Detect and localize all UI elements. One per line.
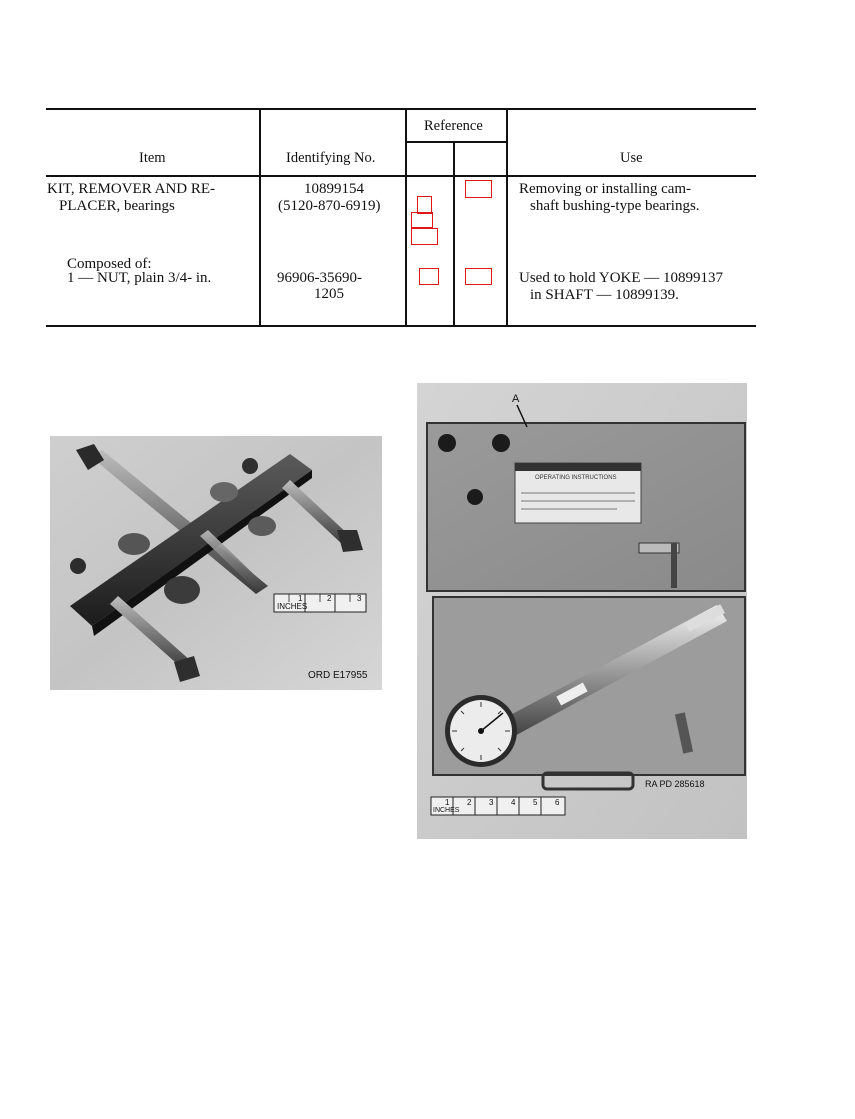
row2-use-line2: in SHAFT — 10899139. xyxy=(530,287,679,303)
header-reference: Reference xyxy=(424,118,483,134)
header-bottom-rule xyxy=(46,175,756,177)
right-scale-number-4: 4 xyxy=(511,798,516,807)
col-divider-id xyxy=(405,108,407,327)
reference-box-3[interactable] xyxy=(411,212,433,228)
row1-use-line1: Removing or installing cam- xyxy=(519,181,692,197)
header-identifying-no: Identifying No. xyxy=(286,150,376,166)
row2-id-line2: 1205 xyxy=(314,286,344,302)
header-use: Use xyxy=(620,150,643,166)
remover-replacer-kit-photo xyxy=(50,436,382,690)
reference-box-4[interactable] xyxy=(411,228,438,245)
kit-illustration xyxy=(50,436,382,690)
col-divider-ref xyxy=(453,141,455,327)
row2-item-line2: 1 — NUT, plain 3/4- in. xyxy=(67,270,212,286)
row1-id-line1: 10899154 xyxy=(304,181,364,197)
col-divider-use xyxy=(506,108,508,327)
gauge-kit-case-photo xyxy=(417,383,747,839)
row1-item-line2: PLACER, bearings xyxy=(59,198,175,214)
left-scale-label: INCHES xyxy=(277,602,308,611)
table-bottom-rule xyxy=(46,325,756,327)
right-scale-number-5: 5 xyxy=(533,798,538,807)
right-scale-number-6: 6 xyxy=(555,798,560,807)
row1-use-line2: shaft bushing-type bearings. xyxy=(530,198,700,214)
case-illustration xyxy=(417,383,747,839)
row2-id-line1: 96906-35690- xyxy=(277,270,362,286)
left-scale-number-3: 3 xyxy=(357,594,362,603)
row2-use-line1: Used to hold YOKE — 10899137 xyxy=(519,270,724,286)
right-scale-number-3: 3 xyxy=(489,798,494,807)
col-divider-item xyxy=(259,108,261,327)
left-scale-number-1: 1 xyxy=(298,594,303,603)
reference-box-5[interactable] xyxy=(419,268,439,285)
table-top-rule xyxy=(46,108,756,110)
callout-a: A xyxy=(512,393,520,405)
reference-header-rule xyxy=(406,141,507,143)
instruction-card-title: OPERATING INSTRUCTIONS xyxy=(535,475,617,481)
row2-item-line1: Composed of: xyxy=(67,256,152,272)
right-scale-label: INCHES xyxy=(433,807,460,814)
row1-id-line2: (5120-870-6919) xyxy=(278,198,381,214)
row1-item-line1: KIT, REMOVER AND RE- xyxy=(47,181,216,197)
reference-box-2[interactable] xyxy=(465,180,492,198)
right-scale-number-2: 2 xyxy=(467,798,472,807)
left-caption-code: ORD E17955 xyxy=(308,670,368,681)
left-scale-number-2: 2 xyxy=(327,594,332,603)
reference-box-6[interactable] xyxy=(465,268,492,285)
right-scale-number-1: 1 xyxy=(445,798,450,807)
header-item: Item xyxy=(139,150,166,166)
right-caption-code: RA PD 285618 xyxy=(645,779,705,789)
